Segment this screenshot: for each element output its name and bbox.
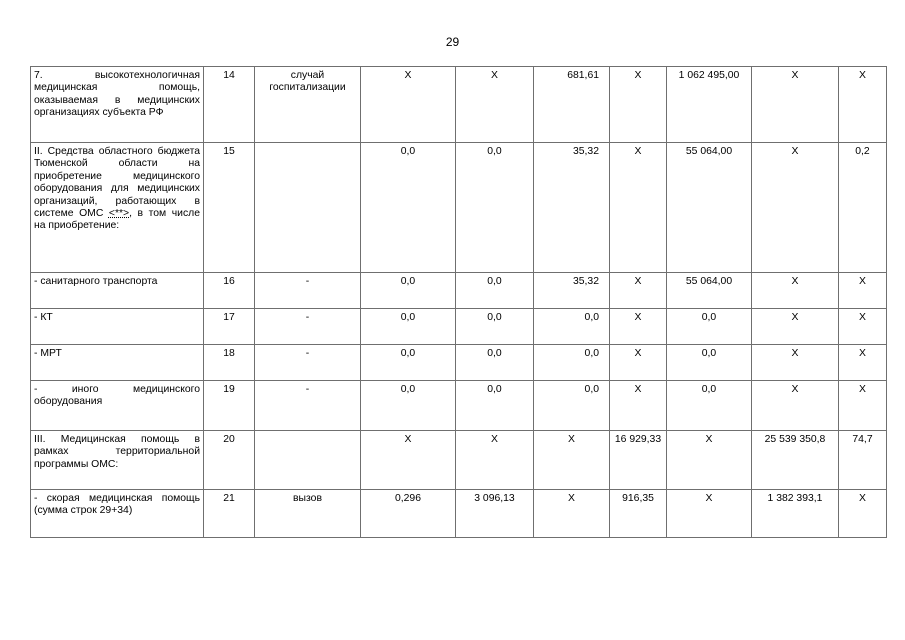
table-row [31,431,887,490]
value-cell: 3 096,13 [456,490,534,538]
unit-cell: вызов [255,490,361,538]
value-cell: 681,61 [534,67,610,143]
line-number-cell: 16 [204,273,255,309]
table-row [31,381,887,431]
footnote-link[interactable]: <**> [108,208,130,220]
unit-cell: - [255,273,361,309]
value-cell: 0,2 [839,143,887,273]
unit-cell [255,143,361,273]
value-cell: 0,0 [456,345,534,381]
value-cell: X [610,345,667,381]
row-name-cell: - санитарного транспорта [31,273,204,309]
value-cell: X [361,67,456,143]
value-cell: 1 382 393,1 [752,490,839,538]
row-name-cell: - КТ [31,309,204,345]
value-cell: X [610,309,667,345]
value-cell: X [752,345,839,381]
row-name-cell: III. Медицинская помощь в рамках территориальной программы ОМС: [31,431,204,490]
table-row [31,67,887,143]
value-cell: 16 929,33 [610,431,667,490]
row-name-cell: - МРТ [31,345,204,381]
value-cell: X [839,273,887,309]
value-cell: 0,0 [456,273,534,309]
value-cell: 35,32 [534,143,610,273]
value-cell: X [752,309,839,345]
value-cell: 0,296 [361,490,456,538]
value-cell: 0,0 [534,345,610,381]
value-cell: 0,0 [361,273,456,309]
value-cell: 916,35 [610,490,667,538]
value-cell: 0,0 [534,381,610,431]
table-row [31,490,887,538]
value-cell: X [610,67,667,143]
line-number-cell: 19 [204,381,255,431]
data-table [30,66,887,538]
value-cell: X [752,143,839,273]
value-cell: X [839,309,887,345]
row-name-cell: - иного медицинского оборудования [31,381,204,431]
unit-cell: - [255,309,361,345]
value-cell: X [839,345,887,381]
value-cell: 0,0 [456,309,534,345]
value-cell: 55 064,00 [667,143,752,273]
value-cell: 0,0 [667,381,752,431]
line-number-cell: 21 [204,490,255,538]
unit-cell: - [255,345,361,381]
row-name-cell: 7. высокотехнологичная медицинская помощь, оказываемая в медицинских организациях субъекта РФ [31,67,204,143]
value-cell: 0,0 [667,345,752,381]
value-cell: 0,0 [361,381,456,431]
value-cell: X [610,273,667,309]
table-row [31,309,887,345]
value-cell: X [752,273,839,309]
value-cell: X [456,431,534,490]
unit-cell: - [255,381,361,431]
value-cell: 25 539 350,8 [752,431,839,490]
value-cell: X [610,143,667,273]
line-number-cell: 14 [204,67,255,143]
value-cell: X [752,381,839,431]
value-cell: X [839,490,887,538]
value-cell: X [610,381,667,431]
value-cell: X [752,67,839,143]
value-cell: X [839,381,887,431]
row-name-cell: - скорая медицинская помощь (сумма строк 29+34) [31,490,204,538]
value-cell: 74,7 [839,431,887,490]
page-number: 29 [445,35,460,49]
value-cell: 0,0 [361,143,456,273]
value-cell: 1 062 495,00 [667,67,752,143]
value-cell: X [534,490,610,538]
value-cell: 0,0 [361,345,456,381]
value-cell: X [361,431,456,490]
value-cell: X [839,67,887,143]
value-cell: X [667,431,752,490]
unit-cell: случай госпитализации [255,67,361,143]
value-cell: 0,0 [456,143,534,273]
value-cell: X [534,431,610,490]
value-cell: X [456,67,534,143]
value-cell: 0,0 [534,309,610,345]
line-number-cell: 15 [204,143,255,273]
line-number-cell: 18 [204,345,255,381]
value-cell: 35,32 [534,273,610,309]
unit-cell [255,431,361,490]
value-cell: 0,0 [361,309,456,345]
table-row [31,143,887,273]
value-cell: 0,0 [667,309,752,345]
value-cell: 0,0 [456,381,534,431]
line-number-cell: 17 [204,309,255,345]
table-row [31,345,887,381]
line-number-cell: 20 [204,431,255,490]
row-name-cell: II. Средства областного бюджета Тюменской области на приобретение медицинского оборудования для медицинских организаций, работающих в системе ОМС <**>, в том числе на приобретение: [31,143,204,273]
value-cell: 55 064,00 [667,273,752,309]
value-cell: X [667,490,752,538]
table-row [31,273,887,309]
